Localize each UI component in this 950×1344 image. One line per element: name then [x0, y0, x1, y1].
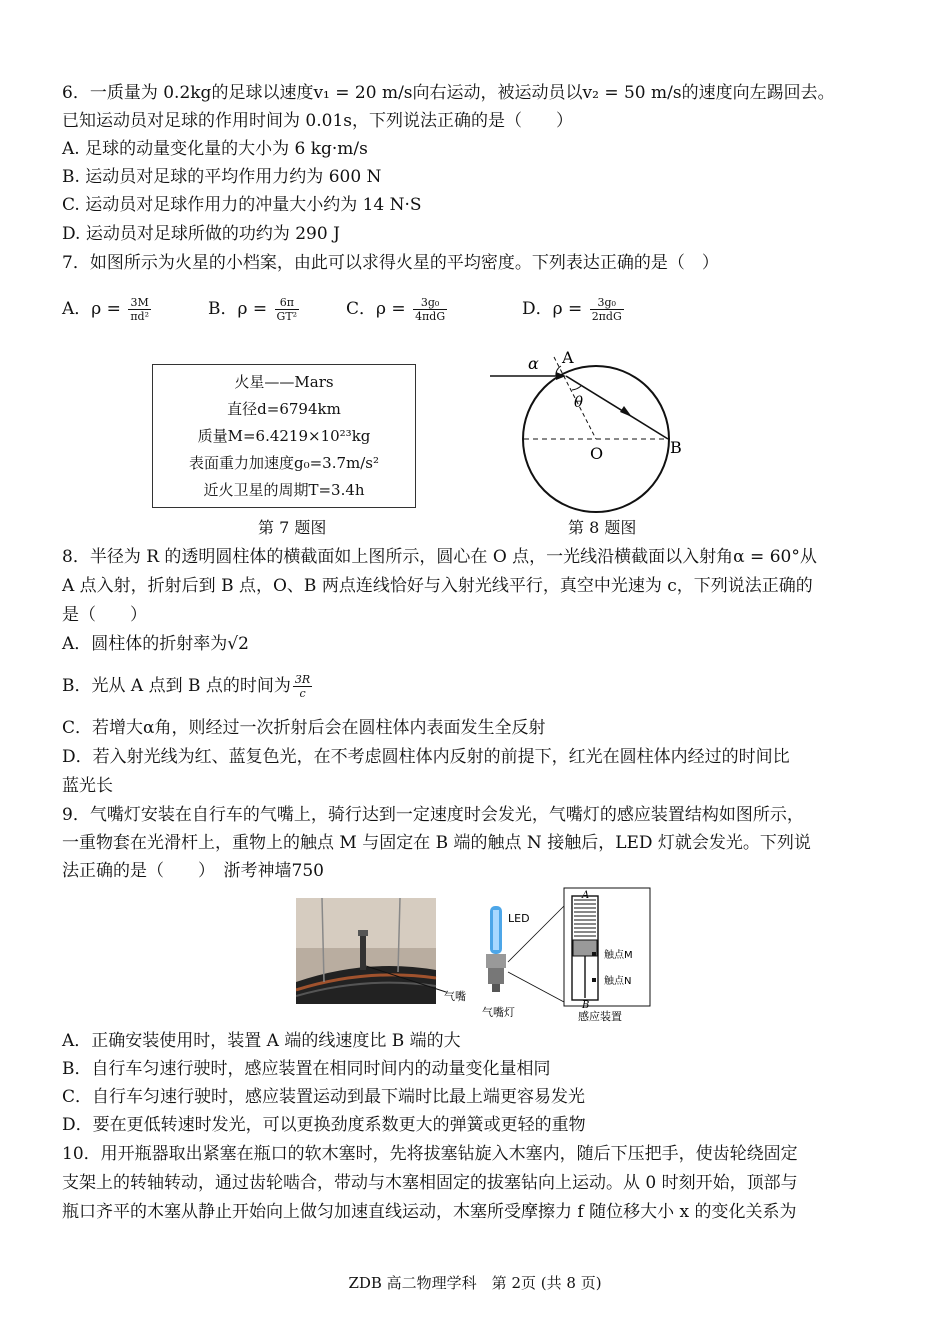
q8-b-numerator: 3R	[294, 673, 311, 686]
q9-stem-line2: 一重物套在光滑杆上，重物上的触点 M 与固定在 B 端的触点 N 接触后，LED 灯就会发光。下列说	[62, 833, 811, 853]
point-o-label: O	[590, 444, 604, 463]
fig9-diagram	[296, 886, 656, 1026]
q8-stem-line2: A 点入射，折射后到 B 点，O、B 两点连线恰好与入射光线平行，真空中光速为 c，下列说法正确的	[62, 576, 813, 596]
q8-stem-line3: 是（ ）	[62, 605, 147, 625]
q7-option-a-label: A．ρ =	[62, 299, 121, 319]
zoom-line-bottom	[508, 972, 564, 1002]
q8-option-d-line2: 蓝光长	[62, 776, 113, 796]
q7-option-d	[522, 294, 624, 323]
theta-label: θ	[574, 393, 584, 411]
q10-stem-line2: 支架上的转轴转动，通过齿轮啮合，带动与木塞相固定的拔塞钻向上运动。从 0 时刻开始，顶部与	[62, 1173, 798, 1193]
q10-stem-line3: 瓶口齐平的木塞从静止开始向上做匀加速直线运动，木塞所受摩擦力 f 随位移大小 x 的变化关系为	[62, 1202, 797, 1222]
fig9-b-end: B	[582, 1000, 590, 1011]
q8-option-b-fraction	[293, 673, 312, 700]
mars-mass: 质量M=6.4219×10²³kg	[197, 427, 371, 445]
mars-diameter: 直径d=6794km	[227, 400, 341, 418]
q7-d-denominator: 2πdG	[591, 310, 622, 323]
q7-option-c	[346, 294, 447, 323]
q8-option-a: A．圆柱体的折射率为√2	[62, 634, 249, 654]
mars-surface-gravity: 表面重力加速度g₀=3.7m/s²	[188, 454, 380, 472]
q7-b-denominator: GT²	[276, 310, 298, 323]
wheel-photo	[296, 898, 436, 1004]
point-b-label: B	[670, 438, 682, 457]
mars-satellite-period: 近火卫星的周期T=3.4h	[203, 481, 365, 499]
fig9-a-end: A	[582, 890, 590, 901]
q7-option-b-label: B．ρ =	[208, 299, 268, 319]
fig9-device-label: 感应装置	[578, 1010, 622, 1023]
q6-option-a: A. 足球的动量变化量的大小为 6 kg·m/s	[62, 139, 368, 159]
fig7-caption: 第 7 题图	[258, 518, 327, 537]
point-a-label: A	[562, 348, 574, 367]
q10-stem-line1: 10．用开瓶器取出紧塞在瓶口的软木塞时，先将拔塞钻旋入木塞内，随后下压把手，使齿轮绕固定	[62, 1144, 798, 1164]
q7-option-d-label: D．ρ =	[522, 299, 583, 319]
q7-d-numerator: 3g₀	[590, 296, 624, 310]
q7-option-d-fraction	[590, 296, 624, 323]
q9-option-d: D．要在更低转速时发光，可以更换劲度系数更大的弹簧或更轻的重物	[62, 1115, 586, 1135]
fig9-led-label: LED	[508, 912, 530, 925]
q7-stem: 7．如图所示为火星的小档案，由此可以求得火星的平均密度。下列表达正确的是（ ）	[62, 253, 719, 273]
q6-option-d: D. 运动员对足球所做的功约为 290 J	[62, 224, 340, 244]
q7-c-denominator: 4πdG	[415, 310, 446, 323]
theta-arc	[572, 386, 581, 390]
q8-option-b-label: B．光从 A 点到 B 点的时间为	[62, 676, 291, 696]
q6-stem-line2: 已知运动员对足球的作用时间为 0.01s，下列说法正确的是（ ）	[62, 111, 573, 131]
q9-option-a: A．正确安装使用时，装置 A 端的线速度比 B 端的大	[62, 1031, 461, 1051]
q7-a-numerator: 3M	[128, 296, 151, 310]
q9-stem-line1: 9．气嘴灯安装在自行车的气嘴上，骑行达到一定速度时会发光，气嘴灯的感应装置结构如图所示，	[62, 805, 804, 825]
alpha-label: α	[528, 354, 539, 373]
q9-option-c: C．自行车匀速行驶时，感应装置运动到最下端时比最上端更容易发光	[62, 1087, 586, 1107]
q6-stem-line1: 6．一质量为 0.2kg的足球以速度v₁ = 20 m/s向右运动，被运动员以v₂ = 50 m/s的速度向左踢回去。	[62, 83, 835, 103]
q7-option-b	[208, 294, 299, 323]
fig8-diagram	[484, 345, 704, 515]
fig9-contact-m: 触点M	[604, 950, 633, 961]
fig8-caption: 第 8 题图	[568, 518, 637, 537]
q8-b-denominator: c	[299, 687, 306, 700]
q9-option-b: B．自行车匀速行驶时，感应装置在相同时间内的动量变化量相同	[62, 1059, 551, 1079]
refracted-ray-arrow	[620, 406, 632, 417]
q6-option-b: B. 运动员对足球的平均作用力约为 600 N	[62, 167, 382, 187]
q7-a-denominator: πd²	[130, 310, 150, 323]
q9-stem-line3: 法正确的是（ ） 浙考神墙750	[62, 861, 324, 881]
q6-option-c: C. 运动员对足球作用力的冲量大小约为 14 N·S	[62, 195, 422, 215]
q8-option-d-line1: D．若入射光线为红、蓝复色光，在不考虑圆柱体内反射的前提下，红光在圆柱体内经过的时间比	[62, 747, 790, 767]
q7-b-numerator: 6π	[275, 296, 300, 310]
q7-option-a	[62, 294, 151, 323]
valve-lamp	[486, 906, 506, 992]
q7-option-c-label: C．ρ =	[346, 299, 406, 319]
q8-option-b	[62, 673, 312, 700]
fig9-contact-n: 触点N	[604, 976, 632, 987]
q7-option-b-fraction	[275, 296, 300, 323]
mars-info-box	[152, 364, 416, 508]
q7-option-a-fraction	[128, 296, 151, 323]
q8-option-c: C．若增大α角，则经过一次折射后会在圆柱体内表面发生全反射	[62, 718, 546, 738]
mars-title: 火星——Mars	[234, 373, 334, 391]
q8-stem-line1: 8．半径为 R 的透明圆柱体的横截面如上图所示，圆心在 O 点，一光线沿横截面以入射角α = 60°从	[62, 547, 817, 567]
sensing-device	[564, 888, 650, 1006]
q7-option-c-fraction	[413, 296, 447, 323]
fig9-lamp-label: 气嘴灯	[482, 1006, 515, 1019]
q7-c-numerator: 3g₀	[413, 296, 447, 310]
page-footer: ZDB 高二物理学科 第 2页 (共 8 页)	[348, 1274, 602, 1292]
fig9-valve-label: 气嘴	[444, 990, 466, 1003]
